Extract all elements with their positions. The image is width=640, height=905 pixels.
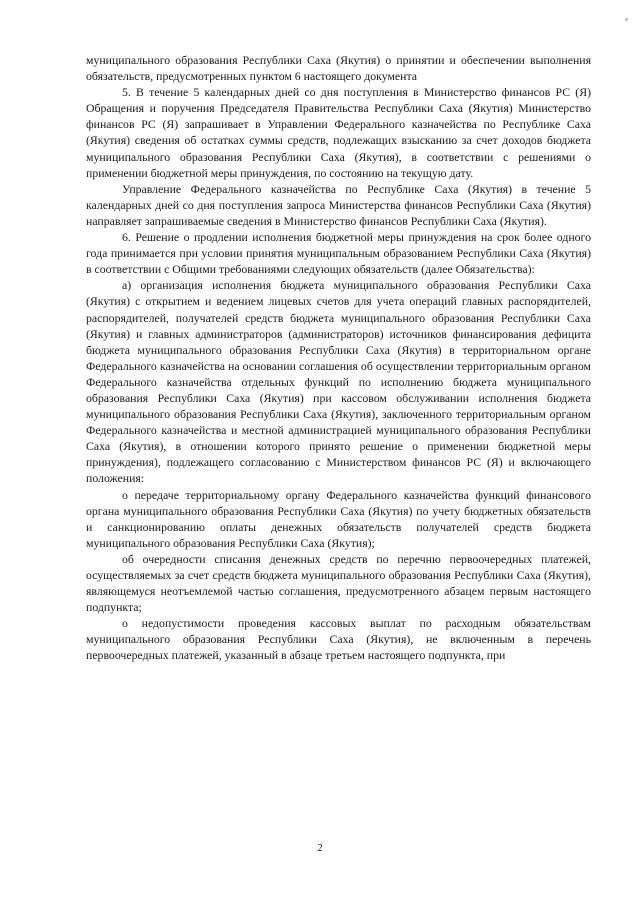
paragraph: об очередности списания денежных средств по перечню первоочередных платежей, осуществляемых за счет средств бюджета муниципального образования Республики Саха (Якутия), являющемуся неотъемлемой частью соглашения, предусмотренного абзацем первым настоящего подпункта; bbox=[86, 551, 591, 615]
document-body bbox=[86, 52, 591, 664]
page-number: 2 bbox=[317, 842, 323, 854]
paragraph: о передаче территориальному органу Федерального казначейства функций финансового органа муниципального образования Республики Саха (Якутия) по учету бюджетных обязательств и санкционированию оплаты денежных обязательств получателей средств бюджета муниципального образования Республики Саха (Якутия); bbox=[86, 487, 591, 550]
paragraph: о недопустимости проведения кассовых выплат по расходным обязательствам муниципального образования Республики Саха (Якутия), не включенным в перечень первоочередных платежей, указанный в абзаце третьем настоящего подпункта, при bbox=[86, 616, 591, 663]
paragraph: Управление Федерального казначейства по Республике Саха (Якутия) в течение 5 календарных дней со дня поступления запроса Министерства финансов Республики Саха (Якутия) направляет запрашиваемые сведения в Министерство финансов Республики Саха (Якутия). bbox=[86, 181, 591, 228]
scan-dot bbox=[625, 18, 628, 21]
paragraph: 6. Решение о продлении исполнения бюджетной меры принуждения на срок более одного года принимается при условии принятия муниципальным образованием Республики Саха (Якутия) в соответствии с Общими требованиями следующих обязательств (далее Обязательства): bbox=[86, 230, 591, 277]
paragraph: 5. В течение 5 календарных дней со дня поступления в Министерство финансов РС (Я) Обращения и поручения Председателя Правительства Республики Саха (Якутия) Министерство финансов РС (Я) запрашивает в Управлении Федерального казначейства по Республике Саха (Якутия) сведения об остатках суммы средств, подлежащих взысканию за счет доходов бюджета муниципального образования Республики Саха (Якутия), в соответствии с решениями о применении бюджетной меры принуждения, по состоянию на текущую дату. bbox=[86, 85, 591, 180]
paragraph: а) организация исполнения бюджета муниципального образования Республики Саха (Якутия) с открытием и ведением лицевых счетов для учета операций главных распорядителей, распорядителей, получателей средств бюджета муниципального образования Республики Саха (Якутия) и главных администраторов (администраторов) источников финансирования дефицита бюджета муниципального образования Республики Саха (Якутия) в территориальном органе Федерального казначейства на основании соглашения об осуществлении территориальным органом Федерального казначейства отдельных функций по исполнению бюджета муниципального образования Республики Саха (Якутия) при кассовом обслуживании исполнения бюджета муниципального образования Республики Саха (Якутия), заключенного территориальным органом Федерального казначейства и местной администрацией муниципального образования Республики Саха (Якутия), в отношении которого принято решение о применении бюджетной меры принуждения), подлежащего согласованию с Министерством финансов РС (Я) и включающего положения: bbox=[86, 278, 591, 486]
paragraph: муниципального образования Республики Саха (Якутия) о принятии и обеспечении выполнения обязательств, предусмотренных пунктом 6 настоящего документа bbox=[86, 53, 591, 84]
